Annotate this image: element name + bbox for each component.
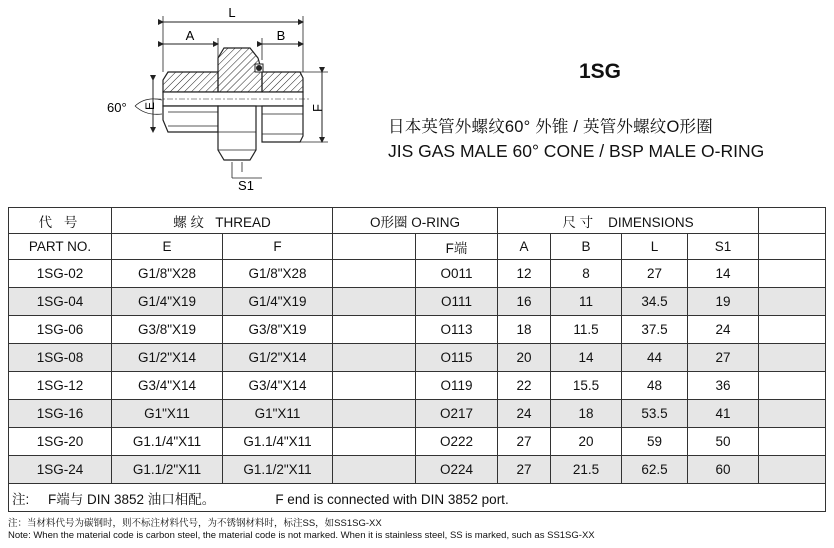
cell-f: G1/8"X28 <box>223 260 333 288</box>
header-col-F: F <box>223 234 333 260</box>
cell-e: G3/4"X14 <box>112 372 223 400</box>
cell-a: 22 <box>498 372 551 400</box>
cell-a: 16 <box>498 288 551 316</box>
header-part-en: PART NO. <box>9 234 112 260</box>
cell-s1: 19 <box>688 288 759 316</box>
cell-e: G1.1/4"X11 <box>112 428 223 456</box>
cell-oring: O224 <box>416 456 498 484</box>
cell-e: G1.1/2"X11 <box>112 456 223 484</box>
cell-s1: 27 <box>688 344 759 372</box>
cell-b: 14 <box>551 344 622 372</box>
product-code: 1SG <box>578 60 622 83</box>
product-title-en: JIS GAS MALE 60° CONE / BSP MALE O-RING <box>388 141 765 161</box>
cell-s1: 50 <box>688 428 759 456</box>
cell-part: 1SG-20 <box>9 428 112 456</box>
cell-l: 59 <box>622 428 688 456</box>
footnote-en: Note: When the material code is carbon steel, the material code is not marked. When it is stainless steel, SS is marked, such as SS1SG-XX <box>8 530 595 541</box>
cell-oring: O119 <box>416 372 498 400</box>
header-dimensions: 尺 寸 DIMENSIONS <box>498 208 759 234</box>
table-row <box>9 400 826 428</box>
cell-oring: O011 <box>416 260 498 288</box>
cell-oring: O115 <box>416 344 498 372</box>
cell-f: G1.1/4"X11 <box>223 428 333 456</box>
cell-part: 1SG-04 <box>9 288 112 316</box>
cell-b: 8 <box>551 260 622 288</box>
dim-label-S1: S1 <box>238 178 254 193</box>
header-col-B: B <box>551 234 622 260</box>
cell-a: 20 <box>498 344 551 372</box>
dim-label-L: L <box>228 5 236 20</box>
cell-b: 11 <box>551 288 622 316</box>
cell-oring: O113 <box>416 316 498 344</box>
cell-a: 12 <box>498 260 551 288</box>
cell-oring: O222 <box>416 428 498 456</box>
header-col-E: E <box>112 234 223 260</box>
note-row <box>9 484 826 512</box>
cell-part: 1SG-08 <box>9 344 112 372</box>
cell-a: 24 <box>498 400 551 428</box>
spec-table <box>8 207 826 512</box>
cell-part: 1SG-06 <box>9 316 112 344</box>
cell-s1: 24 <box>688 316 759 344</box>
cell-s1: 60 <box>688 456 759 484</box>
footnote-cn: 注：当材料代号为碳钢时，则不标注材料代号，为不锈钢材料时，标注SS，如SS1SG-XX <box>8 518 382 529</box>
cell-a: 18 <box>498 316 551 344</box>
cell-e: G1/2"X14 <box>112 344 223 372</box>
header-col-L: L <box>622 234 688 260</box>
table-row <box>9 260 826 288</box>
cell-f: G1"X11 <box>223 400 333 428</box>
cell-l: 48 <box>622 372 688 400</box>
dim-label-F: F <box>310 104 325 112</box>
cell-oring: O217 <box>416 400 498 428</box>
cell-l: 37.5 <box>622 316 688 344</box>
cell-s1: 14 <box>688 260 759 288</box>
header-thread: 螺 纹 THREAD <box>112 208 333 234</box>
table-row <box>9 428 826 456</box>
cell-part: 1SG-24 <box>9 456 112 484</box>
cell-b: 20 <box>551 428 622 456</box>
cell-oring: O111 <box>416 288 498 316</box>
header-col-S1: S1 <box>688 234 759 260</box>
cell-f: G1/4"X19 <box>223 288 333 316</box>
cell-f: G1.1/2"X11 <box>223 456 333 484</box>
cell-e: G1/8"X28 <box>112 260 223 288</box>
cell-l: 44 <box>622 344 688 372</box>
cell-e: G3/8"X19 <box>112 316 223 344</box>
cell-f: G3/4"X14 <box>223 372 333 400</box>
cell-a: 27 <box>498 456 551 484</box>
header-col-A: A <box>498 234 551 260</box>
table-row <box>9 288 826 316</box>
cell-part: 1SG-16 <box>9 400 112 428</box>
cell-e: G1/4"X19 <box>112 288 223 316</box>
cell-l: 27 <box>622 260 688 288</box>
note-en: F end is connected with DIN 3852 port. <box>275 491 509 507</box>
cell-l: 62.5 <box>622 456 688 484</box>
note-cn: F端与 DIN 3852 油口相配。 <box>48 491 216 507</box>
table-row <box>9 316 826 344</box>
header-oring: O形圈 O-RING <box>333 208 498 234</box>
cell-b: 15.5 <box>551 372 622 400</box>
product-title-cn: 日本英管外螺纹60° 外锥 / 英管外螺纹O形圈 <box>388 118 713 136</box>
cell-a: 27 <box>498 428 551 456</box>
cell-f: G3/8"X19 <box>223 316 333 344</box>
dim-label-A: A <box>185 28 195 43</box>
header-row-1 <box>9 208 826 234</box>
cell-l: 53.5 <box>622 400 688 428</box>
dim-label-B: B <box>276 28 286 43</box>
header-part-cn: 代 号 <box>9 208 112 234</box>
angle-label: 60° <box>107 100 127 115</box>
cell-s1: 36 <box>688 372 759 400</box>
table-row <box>9 344 826 372</box>
cell-b: 18 <box>551 400 622 428</box>
cell-l: 34.5 <box>622 288 688 316</box>
cell-f: G1/2"X14 <box>223 344 333 372</box>
cell-part: 1SG-12 <box>9 372 112 400</box>
dim-label-E: E <box>143 101 157 111</box>
note-cell: 注: F端与 DIN 3852 油口相配。 F end is connected with DIN 3852 port. <box>9 484 826 512</box>
header-row-2 <box>9 234 826 260</box>
table-row <box>9 372 826 400</box>
cell-b: 11.5 <box>551 316 622 344</box>
fitting-drawing <box>100 0 340 200</box>
table-row <box>9 456 826 484</box>
header-col-Fend: F端 <box>416 234 498 260</box>
cell-e: G1"X11 <box>112 400 223 428</box>
cell-s1: 41 <box>688 400 759 428</box>
cell-b: 21.5 <box>551 456 622 484</box>
cell-part: 1SG-02 <box>9 260 112 288</box>
